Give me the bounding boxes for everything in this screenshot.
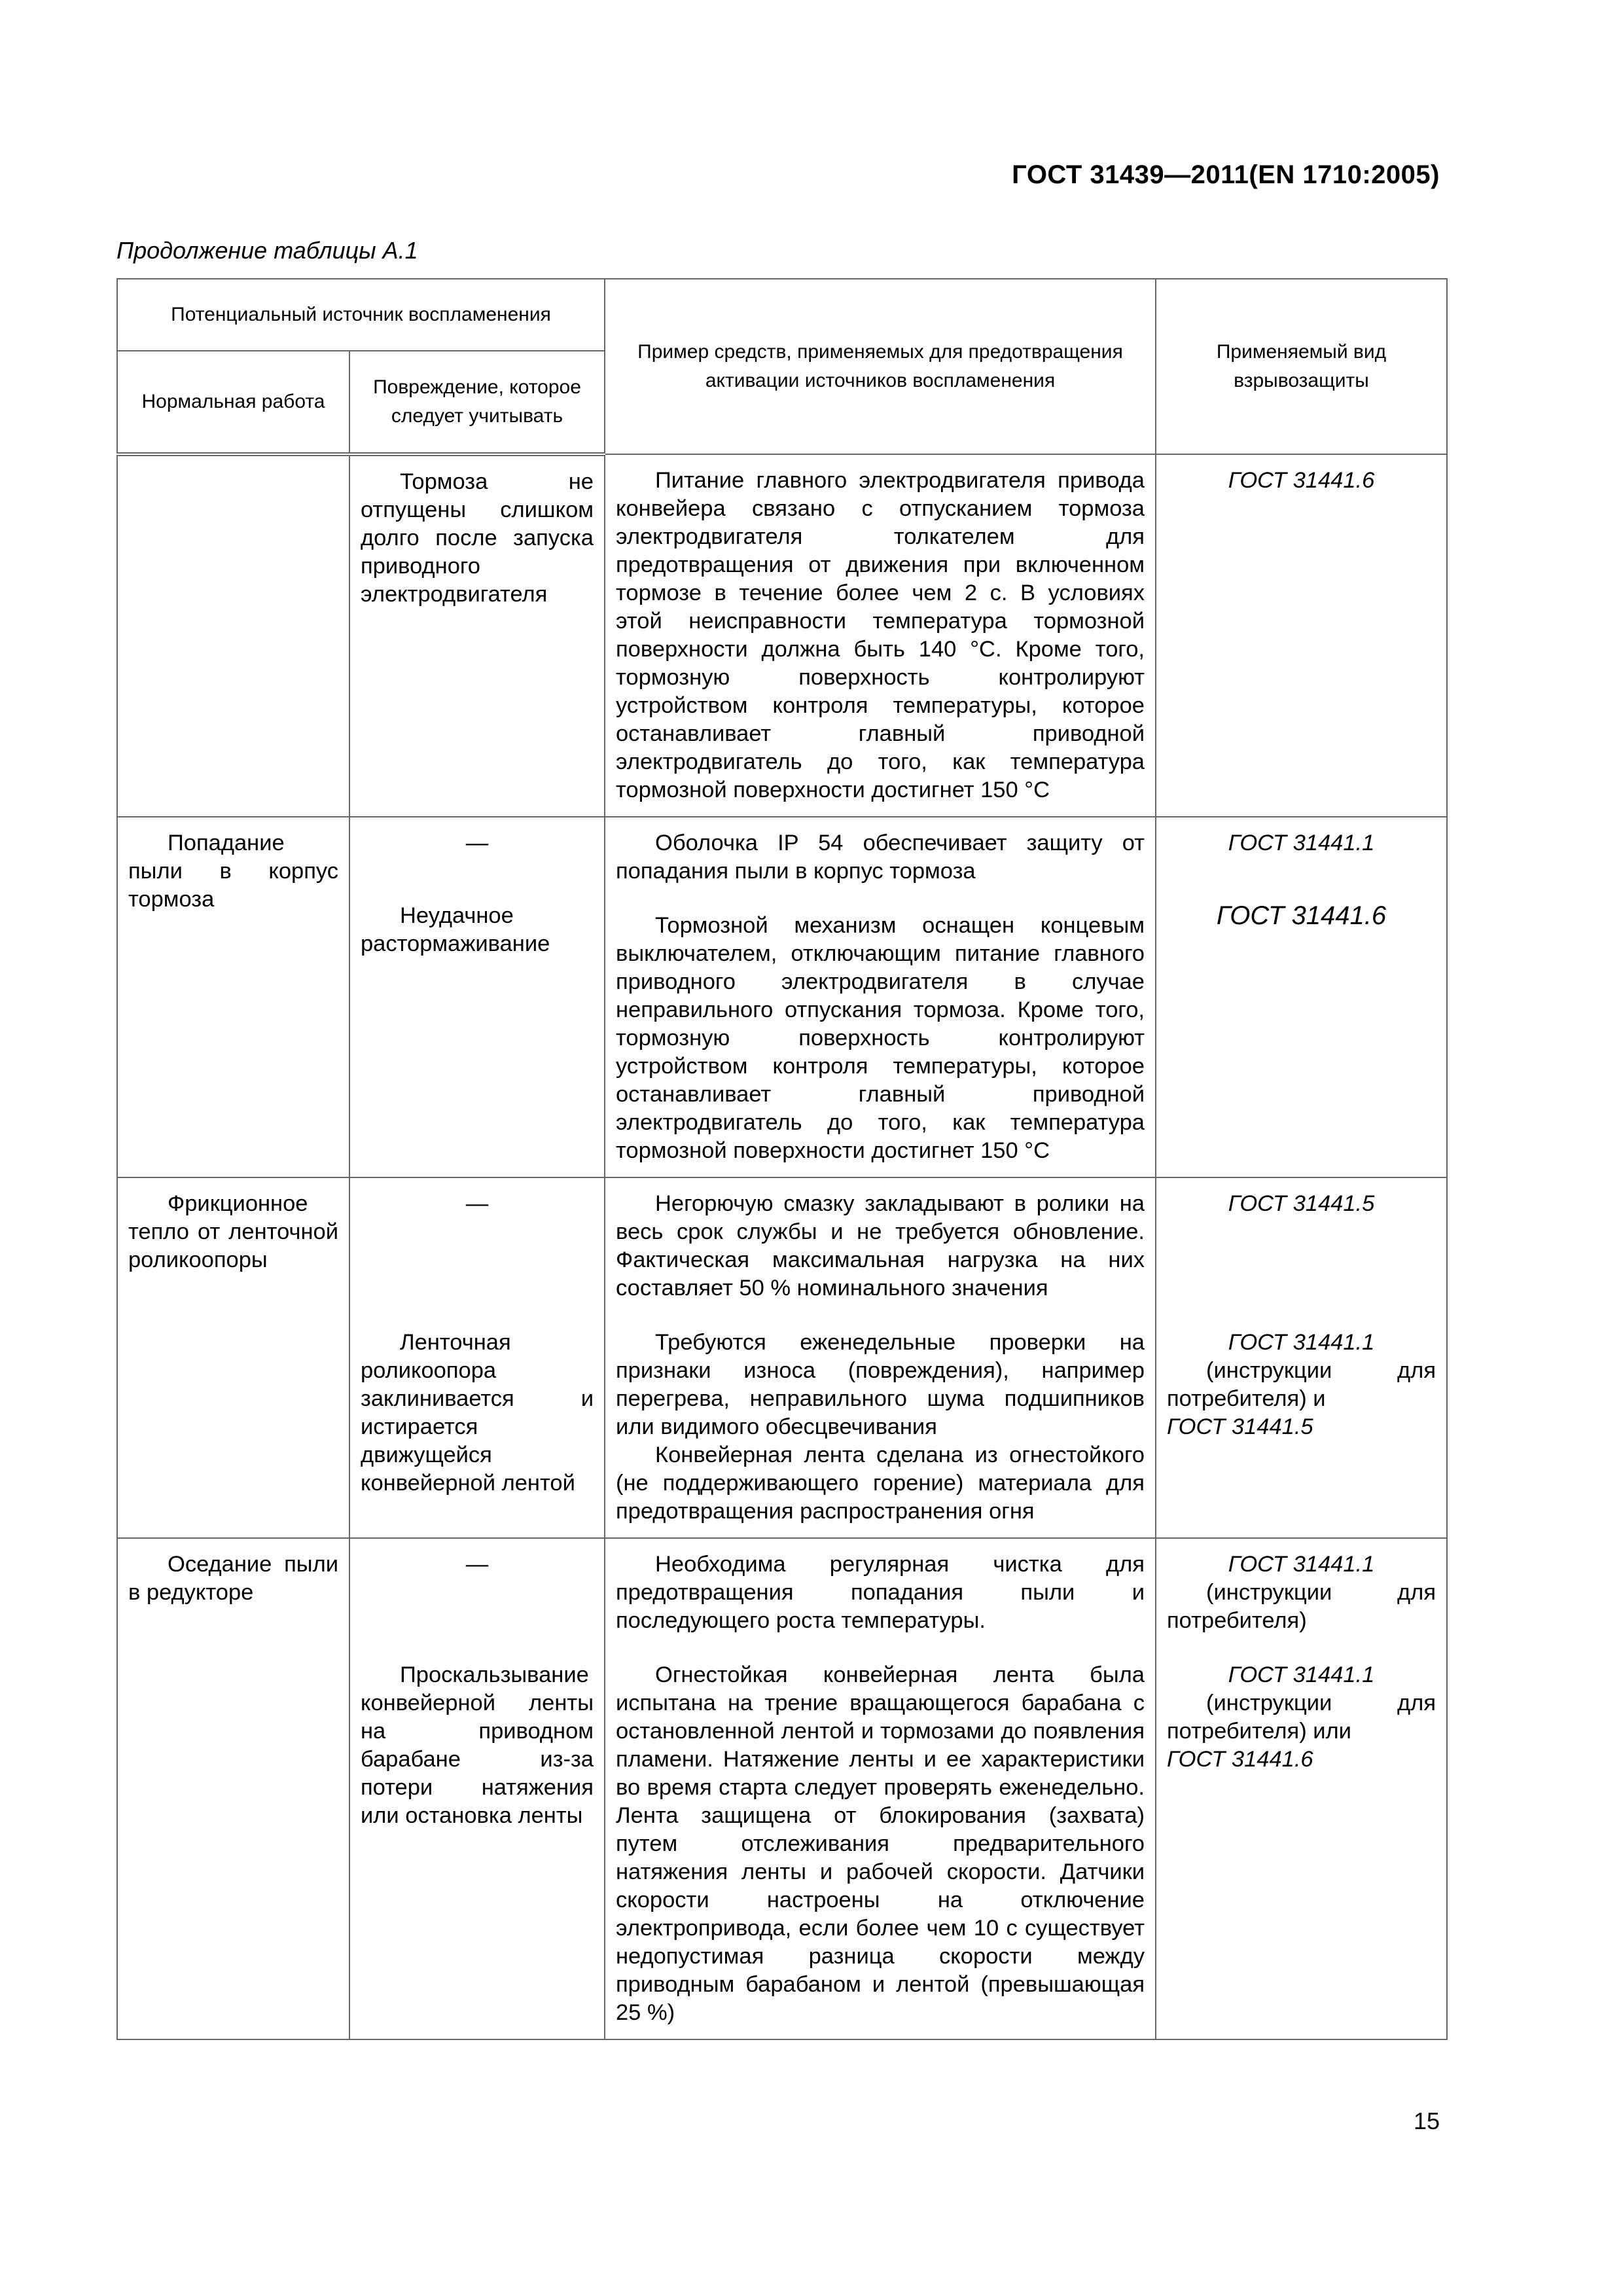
document-standard-number: ГОСТ 31439—2011(EN 1710:2005) <box>1012 160 1440 189</box>
table-row <box>117 1177 1447 1538</box>
ignition-sources-table <box>116 278 1448 2040</box>
table-caption: Продолжение таблицы А.1 <box>116 237 418 264</box>
cell-normal: Попадание пыли в корпус тормоза <box>117 817 349 1177</box>
cell-damage: — Проскальзывание конвейерной ленты на приводном барабане из-за потери натяжения или остановка ленты <box>349 1538 605 2039</box>
cell-protection: ГОСТ 31441.6 <box>1156 454 1447 817</box>
cell-damage: — Ленточная роликоопора заклинивается и истирается движущейся конвейерной лентой <box>349 1177 605 1538</box>
cell-means: Оболочка IP 54 обеспечивает защиту от попадания пыли в корпус тормоза Тормозной механизм оснащен концевым выключателем, отключающим питание главного приводного электродвигателя в случае неправильного отпускания тормоза. Кроме того, тормозную поверхность контролируют устройством контроля температуры, которое останавливает главный приводной электродвигатель до того, как температура тормозной поверхности достигнет 150 °С <box>605 817 1156 1177</box>
table-row <box>117 454 1447 817</box>
table-row <box>117 817 1447 1177</box>
damage-dash: — <box>465 1552 489 1577</box>
header-protection: Применяемый вид взрывозащиты <box>1156 279 1447 454</box>
cell-means: Необходима регулярная чистка для предотвращения попадания пыли и последующего роста температуры. Огнестойкая конвейерная лента была испытана на трение вращающегося барабана с остановленной лентой и тормозами до появления пламени. Натяжение ленты и ее характеристики во время старта следует проверять еженедельно. Лента защищена от блокирования (захвата) путем отслеживания предварительного натяжения ленты и рабочей скорости. Датчики скорости настроены на отключение электропривода, если более чем 10 с существует недопустимая разница скорости между приводным барабаном и лентой (превышающая 25 %) <box>605 1538 1156 2039</box>
cell-means: Питание главного электродвигателя привода конвейера связано с отпусканием тормоза электродвигателя толкателем для предотвращения от движения при включенном тормозе в течение более чем 2 с. В условиях этой неисправности температура тормозной поверхности должна быть 140 °С. Кроме того, тормозную поверхность контролируют устройством контроля температуры, которое останавливает главный приводной электродвигатель до того, как температура тормозной поверхности достигнет 150 °С <box>605 454 1156 817</box>
cell-protection: ГОСТ 31441.5 ГОСТ 31441.1 (инструкции для потребителя) и ГОСТ 31441.5 <box>1156 1177 1447 1538</box>
cell-protection: ГОСТ 31441.1 ГОСТ 31441.6 <box>1156 817 1447 1177</box>
cell-normal: Фрикционное тепло от ленточной роликоопоры <box>117 1177 349 1538</box>
cell-means: Негорючую смазку закладывают в ролики на весь срок службы и не требуется обновление. Фактическая максимальная нагрузка на них составляет 50 % номинального значения Требуются еженедельные проверки на признаки износа (повреждения), например перегрева, неправильного шума подшипников или видимого обесцвечивания Конвейерная лента сделана из огнестойкого (не поддерживающего горение) материала для предотвращения распространения огня <box>605 1177 1156 1538</box>
cell-damage: — Неудачное растормаживание <box>349 817 605 1177</box>
header-damage: Повреждение, которое следует учитывать <box>349 351 605 454</box>
header-ignition-source: Потенциальный источник воспламенения <box>117 279 605 351</box>
header-means: Пример средств, применяемых для предотвращения активации источников воспламенения <box>605 279 1156 454</box>
damage-dash: — <box>465 1191 489 1216</box>
cell-normal <box>117 454 349 817</box>
header-normal-operation: Нормальная работа <box>117 351 349 454</box>
page-number: 15 <box>1413 2108 1440 2134</box>
cell-protection: ГОСТ 31441.1 (инструкции для потребителя) ГОСТ 31441.1 (инструкции для потребителя) или ГОСТ 31441.6 <box>1156 1538 1447 2039</box>
table-row <box>117 1538 1447 2039</box>
damage-dash: — <box>465 831 489 855</box>
cell-normal: Оседание пыли в редукторе <box>117 1538 349 2039</box>
cell-damage: Тормоза не отпущены слишком долго после запуска приводного электродвигателя <box>349 454 605 817</box>
